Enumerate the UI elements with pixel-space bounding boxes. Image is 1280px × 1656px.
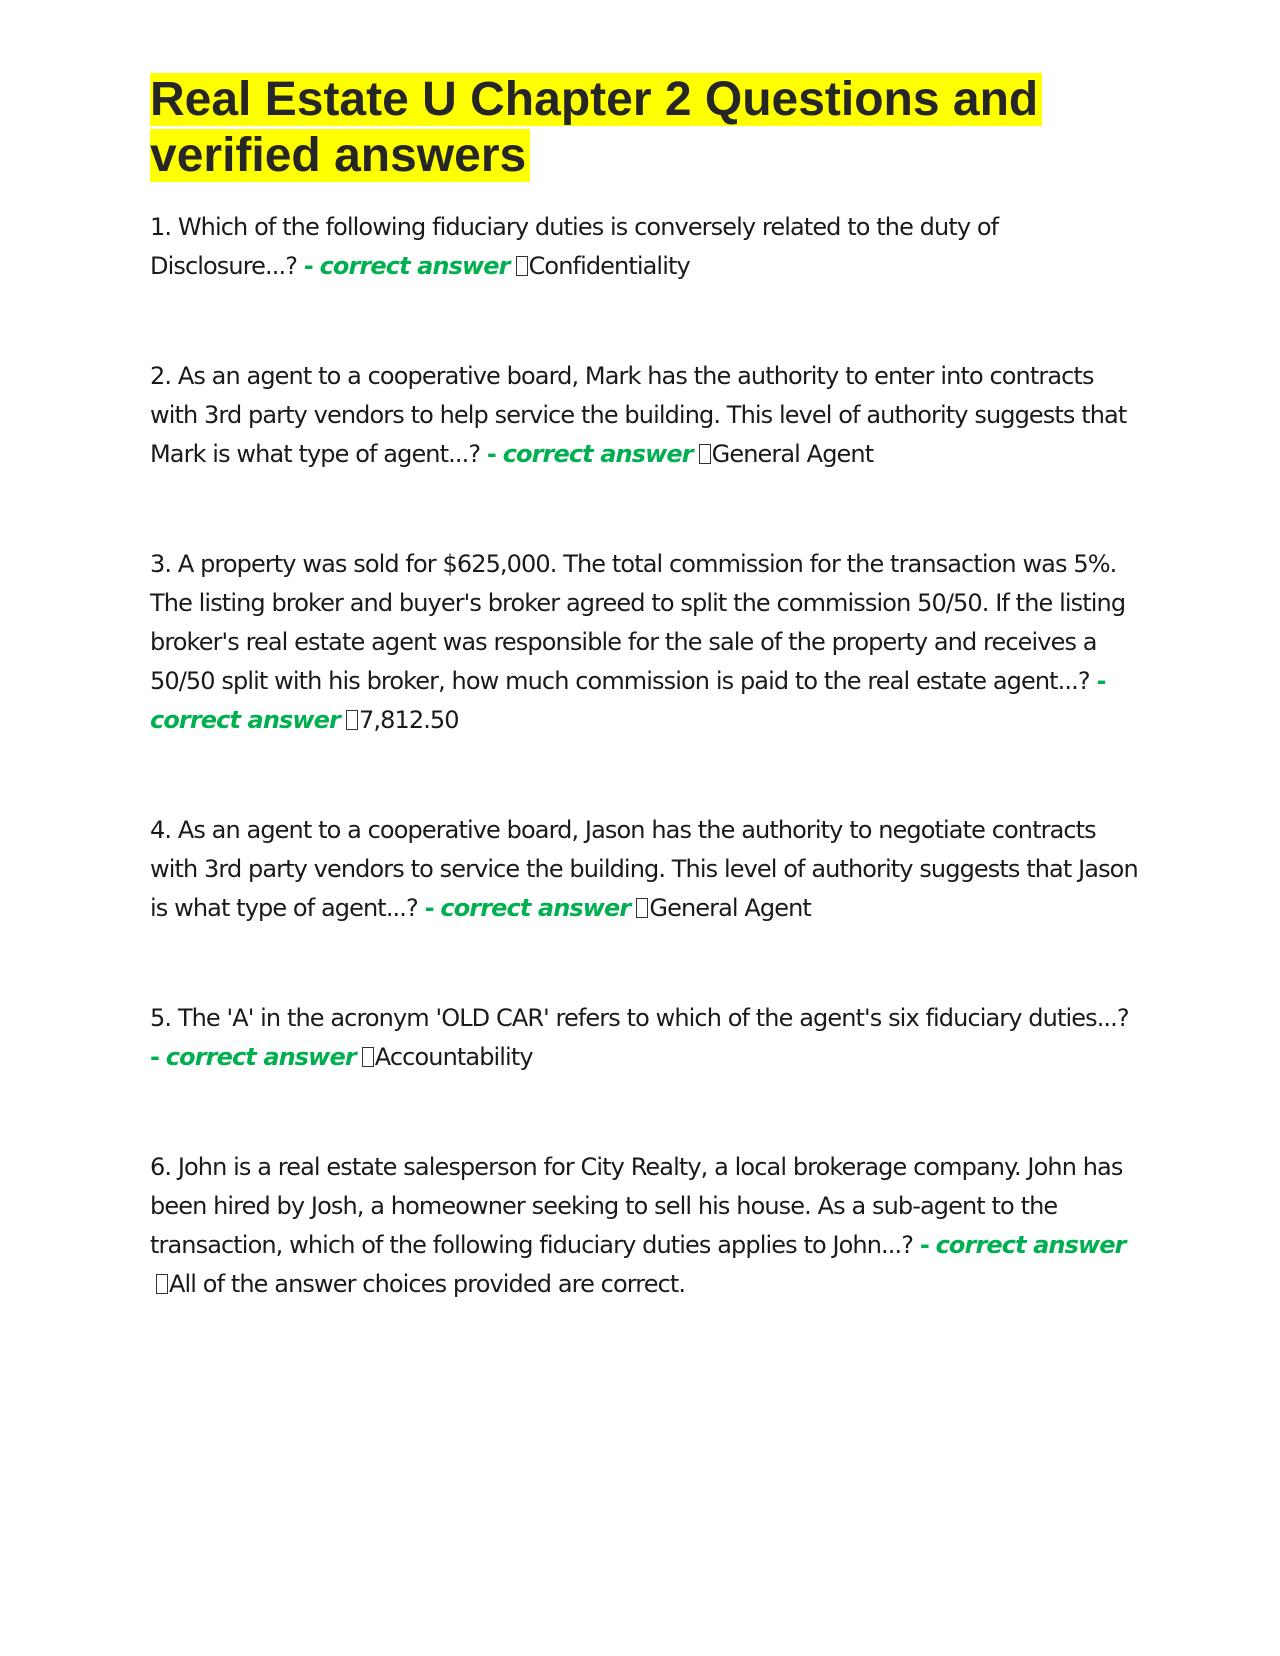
answer-text: General Agent (711, 440, 874, 468)
answer-separator: - (919, 1231, 929, 1259)
question-text: 5. The 'A' in the acronym 'OLD CAR' refers to which of the agent's six fiduciary duties...? (150, 1004, 1129, 1032)
missing-glyph-box-icon (156, 1274, 168, 1294)
question-text: 1. Which of the following fiduciary duties is conversely related to the duty of Disclosure...? (150, 213, 999, 280)
answer-text: Accountability (374, 1043, 533, 1071)
question-item (150, 811, 1140, 928)
question-item (150, 208, 1140, 286)
answer-separator: - (486, 440, 496, 468)
answer-separator: - (150, 1043, 160, 1071)
answer-text: All of the answer choices provided are correct. (169, 1270, 686, 1298)
question-item (150, 357, 1140, 474)
answer-separator: - (303, 252, 313, 280)
answer-text: 7,812.50 (358, 706, 459, 734)
answer-text: General Agent (649, 894, 811, 922)
question-text: 3. A property was sold for $625,000. The total commission for the transaction was 5%. The listing broker and buyer's broker agreed to split the commission 50/50. If the listing broker's real estate agent was responsible for the sale of the property and receives a 50/50 split with his broker, how much commission is paid to the real estate agent...? (150, 550, 1126, 695)
correct-answer-marker: correct answer (319, 252, 510, 280)
question-item (150, 545, 1140, 740)
missing-glyph-box-icon (699, 444, 711, 464)
question-text: 2. As an agent to a cooperative board, Mark has the authority to enter into contracts with 3rd party vendors to help service the building. This level of authority suggests that Mark is what type of agent...? (150, 362, 1127, 468)
correct-answer-marker: correct answer (150, 706, 340, 734)
answer-text: Confidentiality (528, 252, 690, 280)
answer-separator: - (424, 894, 434, 922)
missing-glyph-box-icon (362, 1047, 374, 1067)
document-page (150, 72, 1140, 1304)
question-item (150, 999, 1140, 1077)
answer-separator: - (1096, 667, 1106, 695)
question-text: 4. As an agent to a cooperative board, Jason has the authority to negotiate contracts with 3rd party vendors to service the building. This level of authority suggests that Jason is what type of agent...? (150, 816, 1138, 922)
correct-answer-marker: correct answer (502, 440, 693, 468)
missing-glyph-box-icon (346, 710, 358, 730)
document-title (150, 72, 1140, 184)
title-highlight: Real Estate U Chapter 2 Questions and verified answers (150, 73, 1042, 182)
correct-answer-marker: correct answer (440, 894, 631, 922)
question-text: 6. John is a real estate salesperson for City Realty, a local brokerage company. John has been hired by Josh, a homeowner seeking to sell his house. As a sub-agent to the transaction, which of the following fiduciary duties applies to John...? (150, 1153, 1123, 1259)
question-item (150, 1148, 1140, 1304)
missing-glyph-box-icon (516, 256, 528, 276)
correct-answer-marker: correct answer (165, 1043, 356, 1071)
correct-answer-marker: correct answer (935, 1231, 1126, 1259)
missing-glyph-box-icon (636, 898, 648, 918)
